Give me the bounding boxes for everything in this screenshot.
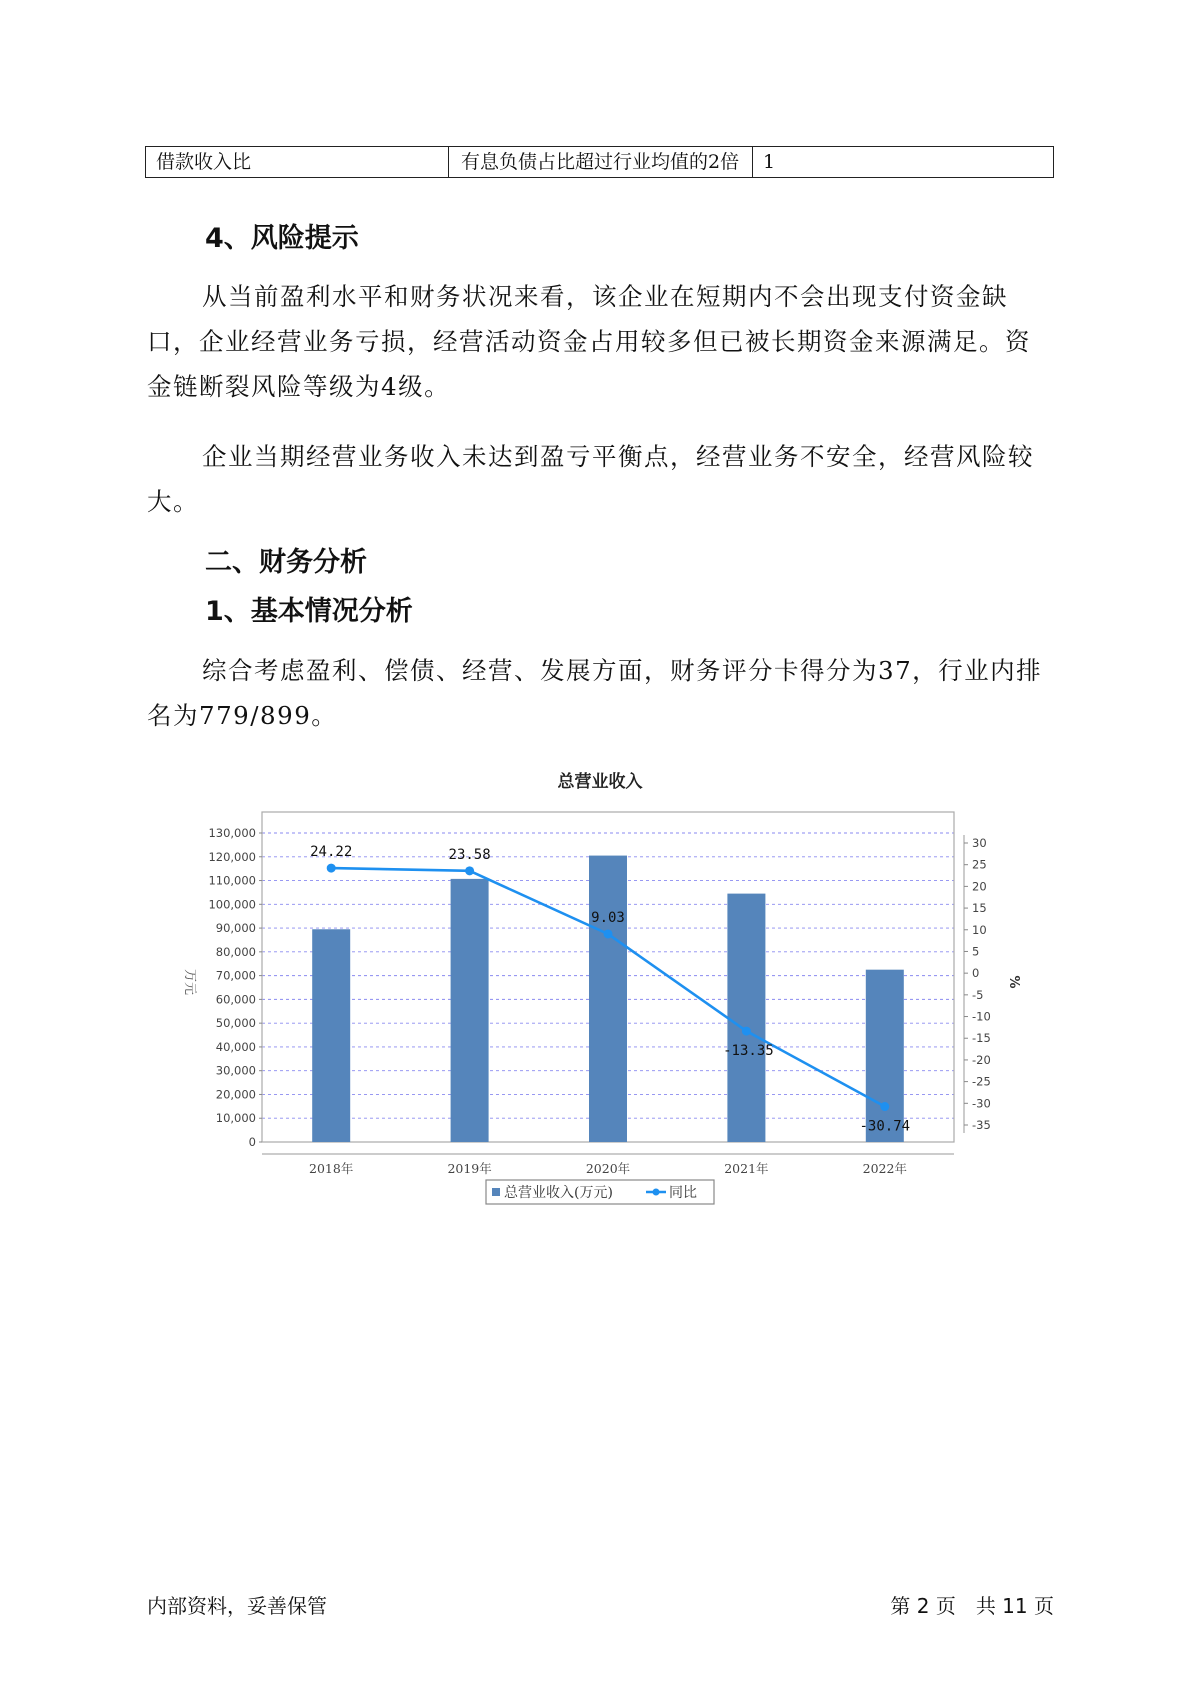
legend-bar-label: 总营业收入(万元): [504, 1185, 613, 1201]
y2-tick-label: 10: [972, 922, 987, 937]
y-axis-label: 万元: [182, 968, 197, 996]
y2-tick-label: 0: [972, 966, 980, 981]
yoy-point: [742, 1027, 751, 1036]
y-tick-label: 130,000: [208, 826, 256, 840]
page-number: 第 2 页 共 11 页: [890, 1594, 1054, 1618]
y-tick-label: 120,000: [208, 849, 256, 864]
bar: [451, 879, 489, 1142]
footer-note: 内部资料，妥善保管: [147, 1594, 327, 1618]
y-tick-label: 40,000: [215, 1039, 256, 1054]
chart-title: 总营业收入: [557, 772, 643, 792]
legend-bar-swatch: [492, 1188, 500, 1196]
bar: [589, 856, 627, 1142]
y-tick-label: 90,000: [215, 921, 256, 936]
y2-tick-label: -25: [972, 1074, 991, 1089]
yoy-point: [880, 1102, 889, 1111]
finance-heading: 二、财务分析: [205, 547, 367, 578]
x-tick-label: 2018年: [309, 1161, 354, 1176]
legend-line-label: 同比: [669, 1185, 697, 1201]
yoy-data-label: -30.74: [859, 1118, 911, 1135]
x-tick-label: 2021年: [724, 1161, 769, 1176]
revenue-chart: [150, 760, 1040, 1220]
yoy-point: [327, 864, 336, 873]
y-tick-label: 20,000: [215, 1087, 256, 1102]
table-cell-rule: 有息负债占比超过行业均值的2倍: [449, 147, 753, 177]
basic-heading: 1、基本情况分析: [205, 596, 413, 627]
bar: [866, 970, 904, 1142]
indicator-table: [145, 146, 1054, 178]
risk-heading: 4、风险提示: [205, 223, 359, 254]
table-cell-indicator: 借款收入比: [146, 147, 449, 177]
table-cell-value: 1: [763, 151, 776, 173]
y2-tick-label: -5: [972, 987, 984, 1002]
y2-tick-label: -30: [972, 1096, 991, 1111]
risk-paragraph-2: 企业当期经营业务收入未达到盈亏平衡点，经营业务不安全，经营风险较大。: [147, 442, 1034, 516]
basic-paragraph: 综合考虑盈利、偿债、经营、发展方面，财务评分卡得分为37，行业内排名为779/899。: [147, 656, 1043, 730]
y-tick-label: 60,000: [215, 992, 256, 1007]
x-tick-label: 2020年: [585, 1161, 631, 1176]
y2-tick-label: 25: [972, 857, 987, 872]
y2-tick-label: -35: [972, 1118, 991, 1132]
yoy-data-label: -13.35: [723, 1043, 774, 1060]
yoy-data-label: 24.22: [310, 844, 353, 861]
y-tick-label: 110,000: [208, 873, 256, 888]
yoy-point: [465, 866, 474, 875]
x-tick-label: 2019年: [447, 1161, 492, 1176]
yoy-data-label: 9.03: [591, 909, 625, 926]
y-tick-label: 70,000: [215, 968, 256, 983]
legend-line-marker: [653, 1189, 660, 1196]
yoy-data-label: 23.58: [448, 846, 491, 863]
y2-axis-label: %: [1006, 975, 1021, 989]
y-tick-label: 0: [248, 1135, 256, 1149]
bar: [312, 929, 350, 1142]
y2-tick-label: 15: [972, 901, 987, 916]
y-tick-label: 30,000: [215, 1063, 256, 1078]
y-tick-label: 10,000: [215, 1111, 256, 1126]
risk-paragraph-1: 从当前盈利水平和财务状况来看，该企业在短期内不会出现支付资金缺口，企业经营业务亏损，经营活动资金占用较多但已被长期资金来源满足。资金链断裂风险等级为4级。: [147, 282, 1031, 401]
y2-tick-label: -10: [972, 1009, 991, 1024]
y2-tick-label: 5: [972, 944, 980, 959]
x-tick-label: 2022年: [862, 1161, 907, 1176]
y-tick-label: 100,000: [208, 897, 256, 912]
y-tick-label: 50,000: [215, 1016, 256, 1031]
y-tick-label: 80,000: [215, 944, 256, 959]
chart-legend: [486, 1180, 714, 1204]
y2-tick-label: 30: [972, 836, 987, 850]
y2-tick-label: 20: [972, 879, 987, 894]
y2-tick-label: -20: [972, 1052, 991, 1067]
yoy-point: [604, 929, 613, 938]
bar: [727, 894, 765, 1142]
y2-tick-label: -15: [972, 1031, 991, 1046]
